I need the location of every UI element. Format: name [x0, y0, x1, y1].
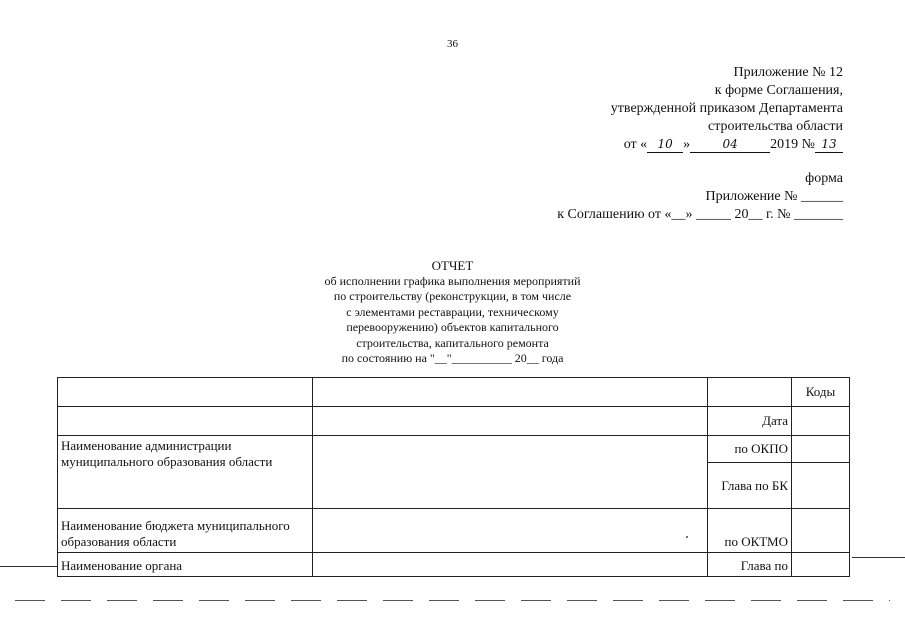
okpo-label: по ОКПО: [708, 436, 792, 463]
table-cell: [708, 378, 792, 407]
appendix-line-2: к форме Соглашения,: [714, 83, 843, 98]
scan-artifact-line: [0, 566, 57, 567]
report-table: [57, 377, 850, 577]
codes-header: Коды: [792, 378, 850, 407]
budget-label: Наименование бюджета муниципального образования области: [58, 509, 313, 553]
table-row: [58, 407, 850, 436]
budget-value-cell: [313, 509, 708, 553]
organ-value-cell: [313, 553, 708, 577]
glava-po-label: Глава по: [708, 553, 792, 577]
form-word: форма: [805, 171, 843, 186]
scan-artifact-line: [852, 557, 905, 558]
date-month: 04: [690, 137, 770, 153]
report-subtitle-2: по строительству (реконструкции, в том числе: [333, 289, 572, 303]
table-row: [58, 553, 850, 577]
order-number: 13: [815, 137, 843, 153]
date-prefix: от «: [623, 137, 648, 152]
date-day: 10: [647, 137, 683, 153]
report-subtitle-6: по состоянию на "__"__________ 20__ года: [341, 351, 564, 365]
appendix-line-1: Приложение № 12: [733, 65, 843, 80]
oktmo-label: по ОКТМО: [708, 509, 792, 553]
admin-value-cell: [313, 436, 708, 509]
oktmo-code-cell: [792, 509, 850, 553]
organ-label: Наименование органа: [58, 553, 313, 577]
report-subtitle-5: строительства, капитального ремонта: [356, 335, 549, 350]
admin-label: Наименование администрации муниципального образования области: [58, 436, 313, 509]
table-row: [58, 509, 850, 553]
appendix-line-3: утвержденной приказом Департамента: [610, 101, 843, 116]
table-cell: [58, 378, 313, 407]
report-title: ОТЧЕТ: [431, 258, 474, 273]
table-row: [58, 436, 850, 463]
form-block: [557, 170, 843, 224]
date-label: Дата: [708, 407, 792, 436]
form-agreement-line: к Соглашению от «__» _____ 20__ г. № _______: [557, 207, 843, 222]
date-code-cell: [792, 407, 850, 436]
appendix-line-4: строительства области: [708, 119, 843, 134]
glava-bk-code-cell: [792, 463, 850, 509]
table-row: [58, 378, 850, 407]
table-cell: [313, 378, 708, 407]
report-subtitle-4: перевооружению) объектов капитального: [346, 320, 559, 334]
page-number: 36: [447, 38, 458, 50]
report-subtitle-1: об исполнении графика выполнения мероприятий: [324, 273, 581, 288]
appendix-header: [611, 64, 843, 154]
report-title-block: [0, 258, 905, 367]
glava-po-code-cell: [792, 553, 850, 577]
table-cell: [58, 407, 313, 436]
scan-artifact-dashes: [15, 600, 890, 601]
form-appendix-line: Приложение № ______: [705, 189, 843, 204]
glava-bk-label: Глава по БК: [708, 463, 792, 509]
report-subtitle-3: с элементами реставрации, техническому: [346, 304, 559, 319]
appendix-date-line: [611, 136, 843, 154]
scan-speck: [686, 536, 688, 538]
table-cell: [313, 407, 708, 436]
date-mid: »: [683, 137, 691, 152]
okpo-code-cell: [792, 436, 850, 463]
date-year: 2019 №: [770, 137, 815, 152]
